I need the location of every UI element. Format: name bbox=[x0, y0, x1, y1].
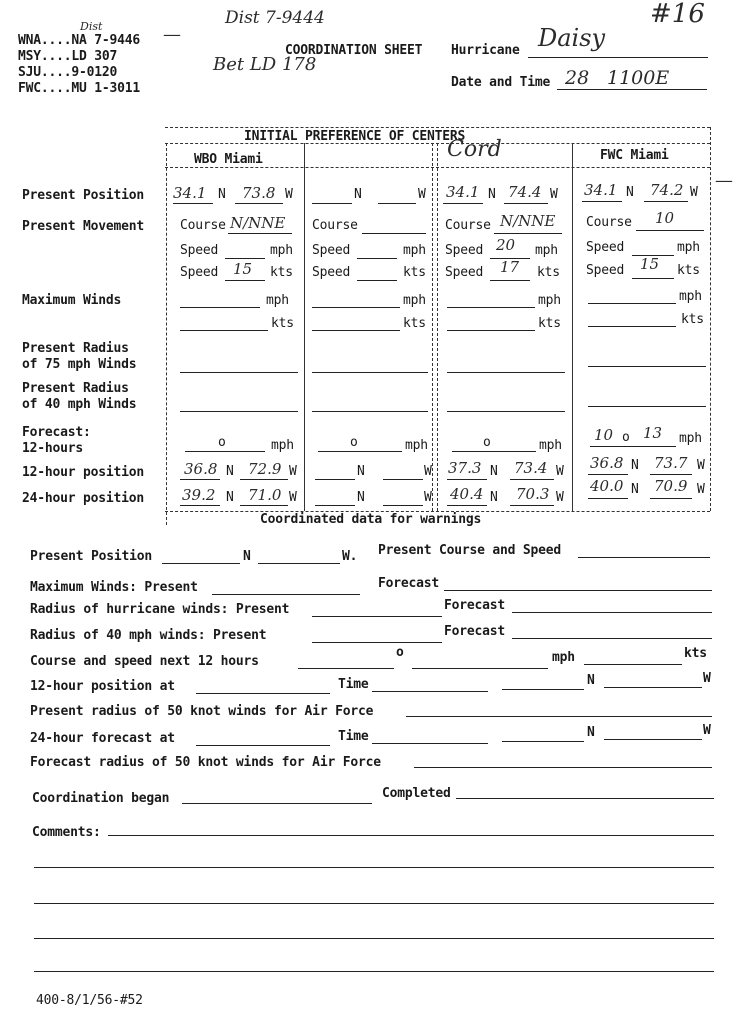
form-24-time-label: Time bbox=[338, 729, 369, 744]
form-24-w-field[interactable] bbox=[604, 739, 702, 740]
form-24-hour-at-field[interactable] bbox=[196, 745, 330, 746]
cord-pos-w-unit: W bbox=[550, 187, 558, 202]
wbo-p12-w[interactable]: 72.9 bbox=[248, 460, 282, 478]
comments-line-5[interactable] bbox=[34, 971, 714, 972]
label-present-movement: Present Movement bbox=[22, 219, 145, 234]
wbo-p24-n-unit: N bbox=[226, 490, 234, 505]
wbo-speed-kts-line bbox=[225, 280, 265, 281]
form-12-w-field[interactable] bbox=[604, 687, 702, 688]
cord-max-mph-line bbox=[447, 307, 535, 308]
cord-pos-n-unit: N bbox=[488, 187, 496, 202]
wbo-fc-mph: mph bbox=[271, 438, 294, 453]
wbo-speed-kts-label: Speed bbox=[180, 265, 219, 280]
form-radius50-forecast: Forecast radius of 50 knot winds for Air Force bbox=[30, 755, 381, 770]
form-radius50-present-field[interactable] bbox=[406, 716, 712, 717]
date-time-label: Date and Time bbox=[451, 75, 551, 90]
cord-speed-kts-label: Speed bbox=[445, 265, 484, 280]
col-divider-2b bbox=[437, 143, 438, 511]
wbo-fc-deg: o bbox=[218, 435, 226, 450]
blank-p24-w-unit: W bbox=[424, 490, 432, 505]
cord-p12-n-unit: N bbox=[490, 464, 498, 479]
form-mph-label: mph bbox=[552, 650, 575, 665]
cord-p24-w[interactable]: 70.3 bbox=[516, 485, 550, 503]
handwritten-check: — bbox=[163, 24, 181, 45]
wbo-speed-mph-line bbox=[225, 258, 265, 259]
wbo-course-line bbox=[228, 233, 292, 234]
wbo-p24-w-line bbox=[240, 505, 288, 506]
blank-p24-n-line bbox=[315, 505, 355, 506]
fwc-mph-unit: mph bbox=[677, 240, 700, 255]
form-max-winds-present-field[interactable] bbox=[212, 594, 360, 595]
blank-p12-n-line bbox=[315, 479, 355, 480]
form-radius-hurricane: Radius of hurricane winds: Present bbox=[30, 602, 290, 617]
form-max-winds-forecast-field[interactable] bbox=[444, 590, 712, 591]
label-forecast-2: 12-hours bbox=[22, 441, 84, 456]
fwc-p24-w[interactable]: 70.9 bbox=[654, 477, 688, 495]
handwritten-mark: — bbox=[715, 170, 733, 191]
cord-p12-w-line bbox=[510, 479, 554, 480]
form-12-hour-position: 12-hour position at bbox=[30, 679, 175, 694]
cord-course-line bbox=[494, 233, 562, 234]
fwc-p12-w[interactable]: 73.7 bbox=[654, 454, 688, 472]
cord-fc-line bbox=[452, 451, 536, 452]
sheet-title: COORDINATION SHEET bbox=[285, 43, 423, 58]
cord-p24-n-line bbox=[447, 505, 487, 506]
blank-max-kts-line bbox=[312, 330, 400, 331]
fwc-kts-unit: kts bbox=[677, 263, 700, 278]
col-header-fwc: FWC Miami bbox=[600, 148, 669, 163]
form-24-n-field[interactable] bbox=[502, 741, 584, 742]
form-24-n-label: N bbox=[587, 725, 595, 740]
blank-r75-line bbox=[312, 372, 428, 373]
form-12-time-label: Time bbox=[338, 677, 369, 692]
wbo-course-label: Course bbox=[180, 218, 226, 233]
fwc-p12-n-line bbox=[588, 474, 628, 475]
form-24-time-field[interactable] bbox=[372, 743, 488, 744]
wbo-course[interactable]: N/NNE bbox=[230, 214, 286, 232]
wbo-pos-n-unit: N bbox=[218, 187, 226, 202]
cord-course[interactable]: N/NNE bbox=[500, 212, 556, 230]
handwritten-dist-small: Dist bbox=[80, 20, 103, 33]
cord-r40-line bbox=[447, 411, 565, 412]
phone-fwc: FWC....MU 1-3011 bbox=[18, 81, 141, 96]
blank-course-label: Course bbox=[312, 218, 358, 233]
fwc-fc-mph: mph bbox=[679, 431, 702, 446]
form-w-label: W. bbox=[342, 549, 358, 564]
form-n-label: N bbox=[243, 549, 251, 564]
form-radius-hurricane-present-field[interactable] bbox=[312, 616, 442, 617]
fwc-speed-mph-label: Speed bbox=[586, 240, 625, 255]
cord-speed-mph[interactable]: 20 bbox=[496, 236, 516, 254]
wbo-kts-unit: kts bbox=[270, 265, 293, 280]
hurricane-line bbox=[528, 57, 708, 58]
fwc-pos-n-unit: N bbox=[626, 185, 634, 200]
form-completed: Completed bbox=[382, 786, 451, 801]
label-radius40-2: of 40 mph Winds bbox=[22, 397, 137, 412]
fwc-p24-n-unit: N bbox=[631, 482, 639, 497]
handwritten-dist: Dist 7-9444 bbox=[225, 8, 325, 28]
blank-speed-kts-label: Speed bbox=[312, 265, 351, 280]
wbo-speed-mph-label: Speed bbox=[180, 243, 219, 258]
fwc-pos-w-unit: W bbox=[690, 185, 698, 200]
wbo-max-kts-line bbox=[180, 330, 268, 331]
wbo-r75-line bbox=[180, 372, 298, 373]
table-title: INITIAL PREFERENCE OF CENTERS bbox=[244, 129, 466, 144]
table-footer: Coordinated data for warnings bbox=[260, 512, 482, 527]
blank-course-line bbox=[362, 233, 426, 234]
label-present-position: Present Position bbox=[22, 188, 145, 203]
wbo-pos-w-unit: W bbox=[285, 187, 293, 202]
fwc-course-line bbox=[636, 230, 704, 231]
cord-kts-unit: kts bbox=[537, 265, 560, 280]
fwc-r40-line bbox=[588, 406, 706, 407]
fwc-speed-kts[interactable]: 15 bbox=[640, 255, 660, 273]
wbo-p12-n-line bbox=[180, 479, 220, 480]
blank-p12-w-unit: W bbox=[424, 464, 432, 479]
fwc-speed-kts-line bbox=[632, 278, 674, 279]
col-header-cord: Cord bbox=[447, 137, 502, 162]
form-speed-next-field[interactable] bbox=[412, 668, 548, 669]
wbo-mph-unit: mph bbox=[270, 243, 293, 258]
wbo-p12-w-unit: W bbox=[289, 464, 297, 479]
fwc-r75-line bbox=[588, 366, 706, 367]
cord-p12-n[interactable]: 37.3 bbox=[448, 459, 482, 477]
fwc-max-mph-unit: mph bbox=[679, 289, 702, 304]
label-24-hour-position: 24-hour position bbox=[22, 491, 145, 506]
cord-speed-kts[interactable]: 17 bbox=[500, 258, 520, 276]
cord-r75-line bbox=[447, 372, 565, 373]
form-course-next-field[interactable] bbox=[298, 668, 394, 669]
form-radius50-forecast-field[interactable] bbox=[414, 767, 712, 768]
col-divider-4 bbox=[710, 127, 711, 511]
cord-speed-kts-line bbox=[490, 280, 530, 281]
form-max-winds-forecast: Forecast bbox=[378, 576, 440, 591]
form-radius50-present: Present radius of 50 knot winds for Air Force bbox=[30, 704, 374, 719]
form-24-w-label: W bbox=[703, 723, 711, 738]
cord-course-label: Course bbox=[445, 218, 491, 233]
wbo-p12-n[interactable]: 36.8 bbox=[184, 460, 218, 478]
blank-speed-mph-label: Speed bbox=[312, 243, 351, 258]
col-header-wbo: WBO Miami bbox=[194, 152, 263, 167]
fwc-max-kts-line bbox=[588, 326, 676, 327]
wbo-fc-line bbox=[185, 451, 265, 452]
form-12-n-label: N bbox=[587, 673, 595, 688]
form-radius-40-forecast-field[interactable] bbox=[512, 638, 712, 639]
blank-mph-unit: mph bbox=[403, 243, 426, 258]
wbo-max-kts-unit: kts bbox=[271, 316, 294, 331]
form-radius-40: Radius of 40 mph winds: Present bbox=[30, 628, 267, 643]
form-present-course-speed-field[interactable] bbox=[578, 557, 710, 558]
col-divider-1 bbox=[304, 143, 305, 511]
phone-sju: SJU....9-0120 bbox=[18, 65, 118, 80]
blank-speed-kts-line bbox=[357, 280, 397, 281]
sheet-number: #16 bbox=[650, 0, 705, 29]
wbo-max-mph-unit: mph bbox=[266, 293, 289, 308]
fwc-p12-w-unit: W bbox=[697, 458, 705, 473]
form-radius-40-present-field[interactable] bbox=[312, 642, 442, 643]
cord-max-kts-unit: kts bbox=[538, 316, 561, 331]
fwc-p24-w-unit: W bbox=[697, 482, 705, 497]
form-radius-hurricane-forecast-field[interactable] bbox=[512, 612, 712, 613]
fwc-max-kts-unit: kts bbox=[681, 312, 704, 327]
comments-line-3[interactable] bbox=[34, 903, 714, 904]
wbo-max-mph-line bbox=[180, 307, 260, 308]
blank-r40-line bbox=[312, 411, 428, 412]
cord-p12-n-line bbox=[447, 479, 487, 480]
label-radius75-2: of 75 mph Winds bbox=[22, 357, 137, 372]
wbo-p12-n-unit: N bbox=[226, 464, 234, 479]
fwc-fc-deg: o bbox=[622, 430, 630, 445]
fwc-course[interactable]: 10 bbox=[655, 209, 675, 227]
comments-line-1[interactable] bbox=[108, 835, 714, 836]
wbo-p24-w[interactable]: 71.0 bbox=[248, 486, 282, 504]
cord-p24-n[interactable]: 40.4 bbox=[450, 485, 484, 503]
form-12-time-field[interactable] bbox=[372, 691, 488, 692]
cord-fc-deg: o bbox=[483, 435, 491, 450]
fwc-pos-n[interactable]: 34.1 bbox=[584, 181, 618, 199]
comments-line-4[interactable] bbox=[34, 938, 714, 939]
blank-pos-w-unit: W bbox=[418, 187, 426, 202]
blank-fc-deg: o bbox=[350, 435, 358, 450]
form-speed-kts-field[interactable] bbox=[584, 664, 682, 665]
time-value: 1100E bbox=[607, 67, 670, 89]
label-radius40-1: Present Radius bbox=[22, 381, 129, 396]
cord-max-mph-unit: mph bbox=[538, 293, 561, 308]
fwc-fc-mph-value[interactable]: 13 bbox=[643, 424, 663, 442]
wbo-p24-n-line bbox=[180, 505, 220, 506]
col-divider-2a bbox=[432, 143, 433, 511]
fwc-p12-n-unit: N bbox=[631, 458, 639, 473]
comments-line-2[interactable] bbox=[34, 867, 714, 868]
blank-kts-unit: kts bbox=[403, 265, 426, 280]
fwc-fc-line bbox=[590, 446, 676, 447]
blank-pos-n-line bbox=[312, 203, 352, 204]
blank-max-kts-unit: kts bbox=[403, 316, 426, 331]
wbo-r40-line bbox=[180, 411, 298, 412]
blank-p12-n-unit: N bbox=[357, 464, 365, 479]
wbo-p12-w-line bbox=[240, 479, 288, 480]
cord-mph-unit: mph bbox=[535, 243, 558, 258]
cord-pos-n[interactable]: 34.1 bbox=[446, 183, 480, 201]
form-present-position: Present Position bbox=[30, 549, 153, 564]
wbo-speed-kts[interactable]: 15 bbox=[233, 260, 253, 278]
date-value: 28 bbox=[565, 67, 590, 89]
col-divider-3 bbox=[572, 143, 573, 511]
blank-p24-w-line bbox=[383, 505, 423, 506]
form-course-speed-next: Course and speed next 12 hours bbox=[30, 654, 259, 669]
fwc-p12-n[interactable]: 36.8 bbox=[590, 454, 624, 472]
blank-p12-w-line bbox=[383, 479, 423, 480]
wbo-pos-w-line bbox=[235, 203, 283, 204]
hurricane-name: Daisy bbox=[538, 24, 606, 52]
form-radius-40-forecast: Forecast bbox=[444, 624, 506, 639]
hurricane-label: Hurricane bbox=[451, 43, 520, 58]
cord-pos-w-line bbox=[504, 203, 548, 204]
fwc-p24-w-line bbox=[650, 498, 692, 499]
phone-msy: MSY....LD 307 bbox=[18, 49, 118, 64]
form-present-course-speed: Present Course and Speed bbox=[378, 543, 562, 558]
form-comments: Comments: bbox=[32, 825, 101, 840]
fwc-p24-n[interactable]: 40.0 bbox=[590, 477, 624, 495]
form-deg-label: o bbox=[396, 645, 404, 660]
form-12-w-label: W bbox=[703, 671, 711, 686]
fwc-p24-n-line bbox=[588, 498, 628, 499]
form-coordination-began: Coordination began bbox=[32, 791, 170, 806]
form-radius-hurricane-forecast: Forecast bbox=[444, 598, 506, 613]
fwc-speed-kts-label: Speed bbox=[586, 263, 625, 278]
form-present-position-n-field[interactable] bbox=[162, 563, 240, 564]
blank-pos-w-line bbox=[378, 203, 416, 204]
form-max-winds-present: Maximum Winds: Present bbox=[30, 580, 198, 595]
cord-p12-w[interactable]: 73.4 bbox=[514, 459, 548, 477]
label-maximum-winds: Maximum Winds bbox=[22, 293, 122, 308]
cord-p24-n-unit: N bbox=[490, 490, 498, 505]
fwc-p12-w-line bbox=[650, 474, 692, 475]
fwc-pos-w[interactable]: 74.2 bbox=[650, 181, 684, 199]
fwc-pos-n-line bbox=[582, 201, 622, 202]
blank-p24-n-unit: N bbox=[357, 490, 365, 505]
table-top-border bbox=[165, 127, 710, 128]
blank-pos-n-unit: N bbox=[354, 187, 362, 202]
col-divider-0 bbox=[166, 143, 167, 525]
form-24-hour-forecast: 24-hour forecast at bbox=[30, 731, 175, 746]
fwc-course-label: Course bbox=[586, 215, 632, 230]
label-12-hour-position: 12-hour position bbox=[22, 465, 145, 480]
cord-pos-n-line bbox=[443, 203, 483, 204]
form-completed-field[interactable] bbox=[456, 798, 714, 799]
cord-pos-w[interactable]: 74.4 bbox=[508, 183, 542, 201]
cord-speed-mph-label: Speed bbox=[445, 243, 484, 258]
form-12-hour-at-field[interactable] bbox=[196, 693, 330, 694]
form-coordination-began-field[interactable] bbox=[182, 803, 372, 804]
label-radius75-1: Present Radius bbox=[22, 341, 129, 356]
cord-p12-w-unit: W bbox=[556, 464, 564, 479]
form-12-n-field[interactable] bbox=[502, 689, 584, 690]
wbo-p24-n[interactable]: 39.2 bbox=[182, 486, 216, 504]
wbo-p24-w-unit: W bbox=[289, 490, 297, 505]
wbo-pos-n[interactable]: 34.1 bbox=[173, 184, 207, 202]
cord-max-kts-line bbox=[447, 330, 535, 331]
fwc-pos-w-line bbox=[644, 201, 688, 202]
handwritten-bet: Bet LD 178 bbox=[213, 54, 317, 75]
blank-max-mph-line bbox=[312, 307, 400, 308]
fwc-fc-deg-value[interactable]: 10 bbox=[594, 426, 614, 444]
cord-p24-w-unit: W bbox=[556, 490, 564, 505]
blank-speed-mph-line bbox=[357, 258, 397, 259]
form-footer-code: 400-8/1/56-#52 bbox=[36, 993, 143, 1008]
fwc-max-mph-line bbox=[588, 303, 676, 304]
phone-wna: WNA....NA 7-9446 bbox=[18, 33, 141, 48]
wbo-pos-n-line bbox=[173, 203, 213, 204]
blank-fc-mph: mph bbox=[405, 438, 428, 453]
date-time-line bbox=[557, 89, 707, 90]
form-kts-label: kts bbox=[684, 646, 707, 661]
cord-fc-mph: mph bbox=[539, 438, 562, 453]
blank-fc-line bbox=[318, 451, 402, 452]
wbo-pos-w[interactable]: 73.8 bbox=[242, 184, 276, 202]
cord-p24-w-line bbox=[510, 505, 554, 506]
blank-max-mph-unit: mph bbox=[403, 293, 426, 308]
form-present-position-w-field[interactable] bbox=[258, 563, 340, 564]
label-forecast-1: Forecast: bbox=[22, 425, 91, 440]
